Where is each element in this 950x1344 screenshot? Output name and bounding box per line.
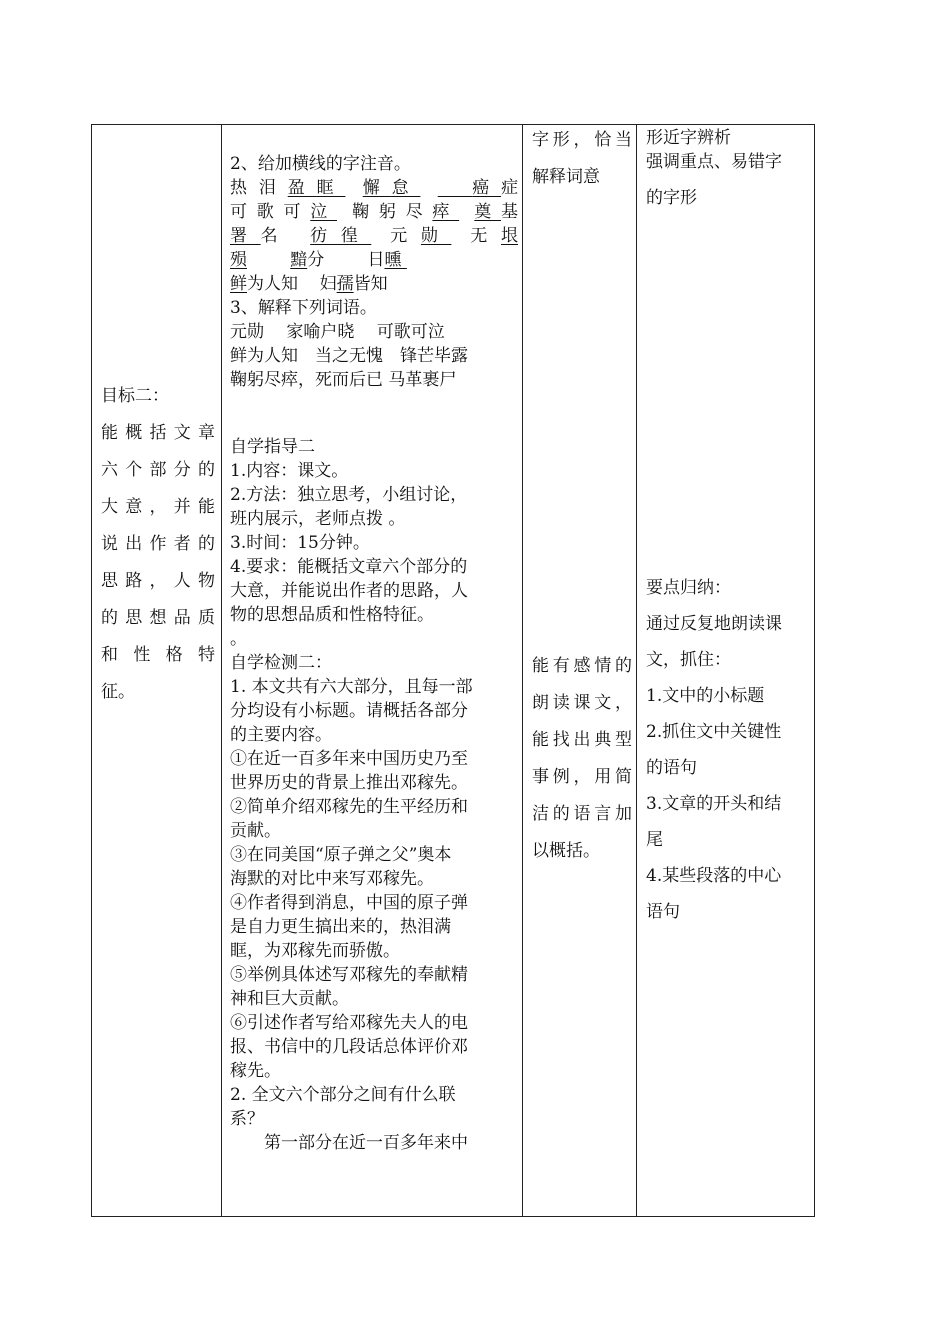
notes-cell-top: [646, 126, 808, 210]
requirement-line: 能找出典型: [532, 730, 632, 750]
guide-item: 大意，并能说出作者的思路，人: [230, 581, 468, 601]
vocab-line: 元勋 家喻户晓 可歌可泣: [230, 322, 445, 342]
check-line: 世界历史的背景上推出邓稼先。: [230, 773, 468, 793]
pinyin-row: 热泪盈眶 懈怠 癌症: [230, 178, 519, 198]
requirement-line: 解释词意: [532, 167, 600, 187]
requirement-cell-mid: [532, 648, 632, 870]
objective-line: 说出作者的: [101, 534, 215, 554]
summary-line: 2.抓住文中关键性: [646, 722, 782, 742]
objective-title: 目标二：: [101, 386, 169, 406]
check-line: ②简单介绍邓稼先的生平经历和: [230, 797, 468, 817]
note-line: 的字形: [646, 188, 697, 208]
summary-line: 1.文中的小标题: [646, 686, 765, 706]
summary-cell: [646, 570, 808, 930]
guide-item: 3.时间：15分钟。: [230, 533, 370, 553]
requirement-line: 洁的语言加: [532, 804, 632, 824]
requirement-line: 事例，用简: [532, 767, 632, 787]
requirement-line: 以概括。: [532, 841, 600, 861]
summary-line: 要点归纳：: [646, 578, 731, 598]
question-3-title: 3、解释下列词语。: [230, 298, 377, 318]
objective-line: 的思想品质: [101, 608, 215, 628]
check-line: 1. 本文共有六大部分，且每一部: [230, 677, 473, 697]
column-divider: [636, 124, 637, 1217]
vocab-line: 鲜为人知 当之无愧 锋芒毕露: [230, 346, 468, 366]
summary-line: 的语句: [646, 758, 697, 778]
stray-mark: 。: [230, 629, 247, 649]
pinyin-row: 殒 黯分 日曛: [230, 250, 402, 270]
objective-cell: [101, 378, 215, 711]
objective-line: 大意，并能: [101, 497, 215, 517]
guide-item: 物的思想品质和性格特征。: [230, 605, 434, 625]
requirement-cell-top: [532, 122, 632, 196]
check-line: 的主要内容。: [230, 725, 332, 745]
question-2-title: 2、给加横线的字注音。: [230, 154, 411, 174]
check-line: 稼先。: [230, 1061, 281, 1081]
column-divider: [522, 124, 523, 1217]
pinyin-row: 可歌可泣 鞠躬尽瘁 奠基: [230, 202, 519, 222]
summary-line: 4.某些段落的中心: [646, 866, 782, 886]
vocab-line: 鞠躬尽瘁，死而后已 马革裹尸: [230, 370, 457, 390]
guide-item: 4.要求：能概括文章六个部分的: [230, 557, 468, 577]
objective-line: 征。: [101, 682, 135, 702]
check-line: 是自力更生搞出来的，热泪满: [230, 917, 451, 937]
summary-line: 通过反复地朗读课: [646, 614, 782, 634]
check-line: ⑤举例具体述写邓稼先的奉献精: [230, 965, 468, 985]
check-line: 2. 全文六个部分之间有什么联: [230, 1085, 456, 1105]
check-line: 海默的对比中来写邓稼先。: [230, 869, 434, 889]
check-line: ①在近一百多年来中国历史乃至: [230, 749, 468, 769]
guide-item: 班内展示，老师点拨 。: [230, 509, 406, 529]
summary-line: 3.文章的开头和结: [646, 794, 782, 814]
objective-line: 和性格特: [101, 645, 215, 665]
check-line: 分均设有小标题。请概括各部分: [230, 701, 468, 721]
content-cell: [230, 152, 518, 1155]
summary-line: 尾: [646, 830, 663, 850]
requirement-line: 能有感情的: [532, 656, 632, 676]
spacer: [230, 392, 518, 435]
objective-line: 思路，人物: [101, 571, 215, 591]
objective-line: 六个部分的: [101, 460, 215, 480]
check-line: ③在同美国“原子弹之父”奥本: [230, 845, 452, 865]
check-line: 眶，为邓稼先而骄傲。: [230, 941, 400, 961]
guide-item: 2.方法：独立思考，小组讨论，: [230, 485, 468, 505]
check-line: 神和巨大贡献。: [230, 989, 349, 1009]
requirement-line: 朗读课文，: [532, 693, 632, 713]
column-divider: [221, 124, 222, 1217]
note-line: 强调重点、易错字: [646, 152, 782, 172]
check-line: ④作者得到消息，中国的原子弹: [230, 893, 468, 913]
check-line: 贡献。: [230, 821, 281, 841]
objective-line: 能概括文章: [101, 423, 215, 443]
guide-2-title: 自学指导二: [230, 437, 315, 457]
requirement-line: 字形，恰当: [532, 130, 632, 150]
check-2-title: 自学检测二：: [230, 653, 332, 673]
check-line: 报、书信中的几段话总体评价邓: [230, 1037, 468, 1057]
check-line: 系？: [230, 1109, 264, 1129]
guide-item: 1.内容：课文。: [230, 461, 349, 481]
pinyin-row: 鲜为人知 妇孺皆知: [230, 274, 388, 294]
check-line: 第一部分在近一百多年来中: [230, 1133, 468, 1153]
check-line: ⑥引述作者写给邓稼先夫人的电: [230, 1013, 468, 1033]
note-line: 形近字辨析: [646, 128, 731, 148]
summary-line: 语句: [646, 902, 680, 922]
pinyin-row: 署名 彷徨 元勋 无垠: [230, 226, 518, 246]
summary-line: 文，抓住：: [646, 650, 731, 670]
